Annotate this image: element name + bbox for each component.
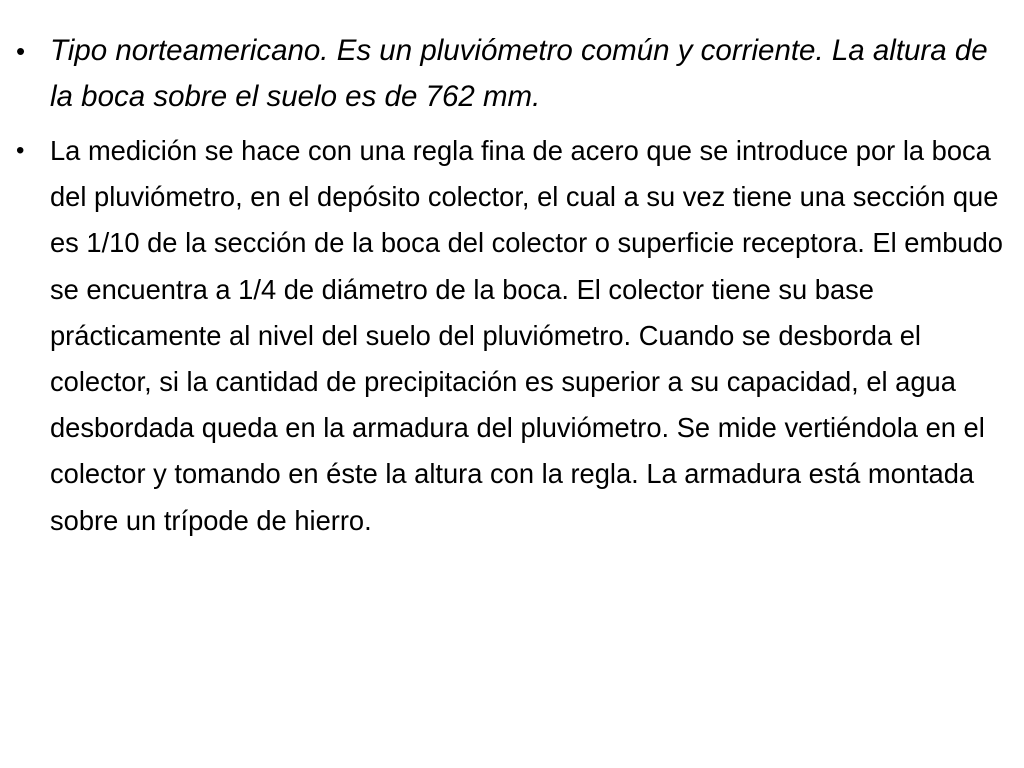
- bullet-marker: •: [16, 36, 26, 66]
- bullet-text: La medición se hace con una regla fina de acero que se introduce por la boca del pluviómetro, en el depósito colector, el cual a su vez tiene una sección que es 1/10 de la sección de la boca del colector o superficie receptora. El embudo se encuentra a 1/4 de diámetro de la boca. El colector tiene su base prácticamente al nivel del suelo del pluviómetro. Cuando se desborda el colector, si la cantidad de precipitación es superior a su capacidad, el agua desbordada queda en la armadura del pluviómetro. Se mide vertiéndola en el colector y tomando en éste la altura con la regla. La armadura está montada sobre un trípode de hierro.: [50, 135, 1003, 536]
- bullet-marker: •: [16, 137, 25, 164]
- bullet-item-rain-gauge-type: [14, 28, 1010, 120]
- bullet-list: [14, 28, 1010, 544]
- bullet-text: Tipo norteamericano. Es un pluviómetro común y corriente. La altura de la boca sobre el suelo es de 762 mm.: [50, 34, 988, 113]
- bullet-item-measurement-procedure: [14, 128, 1010, 544]
